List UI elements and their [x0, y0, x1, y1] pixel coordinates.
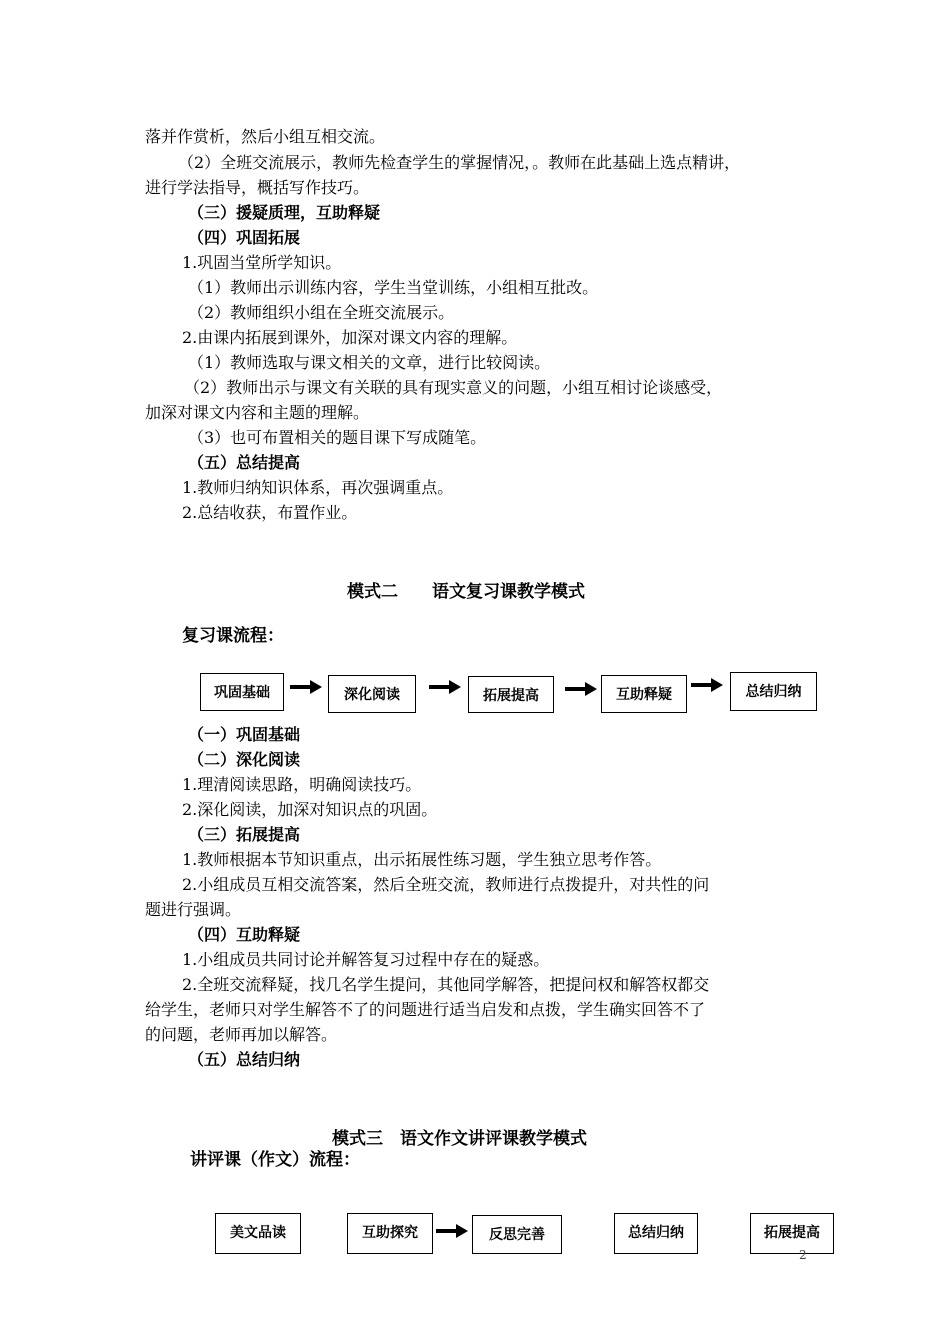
mode3-flow-box: 美文品读 — [215, 1213, 301, 1254]
arrow-right-icon — [565, 682, 597, 696]
paragraph-line: 加深对课文内容和主题的理解。 — [145, 403, 370, 422]
paragraph-line: 落并作赏析，然后小组互相交流。 — [145, 127, 386, 146]
paragraph-line: 1.教师根据本节知识重点，出示拓展性练习题，学生独立思考作答。 — [182, 850, 662, 869]
paragraph-line: （1）教师出示训练内容，学生当堂训练，小组相互批改。 — [188, 278, 599, 297]
section-heading: （四）互助释疑 — [188, 925, 301, 944]
section-heading: （二）深化阅读 — [188, 750, 301, 769]
mode3-flow-box: 互助探究 — [347, 1213, 433, 1254]
mode2-flow-box: 拓展提高 — [468, 676, 554, 713]
section-heading: （一）巩固基础 — [188, 725, 301, 744]
arrow-right-icon — [429, 680, 461, 694]
section-heading: （三）拓展提高 — [188, 825, 301, 844]
paragraph-line: （2）教师出示与课文有关联的具有现实意义的问题，小组互相讨论谈感受， — [184, 378, 723, 397]
mode2-title: 模式二 语文复习课教学模式 — [347, 582, 585, 602]
mode3-title: 模式三 语文作文讲评课教学模式 — [332, 1129, 587, 1149]
mode3-flow-label: 讲评课（作文）流程： — [190, 1150, 360, 1170]
page-number: 2 — [799, 1248, 807, 1262]
paragraph-line: 2.由课内拓展到课外，加深对课文内容的理解。 — [182, 328, 518, 347]
mode2-flow-box: 总结归纳 — [730, 672, 817, 711]
paragraph-line: 1.教师归纳知识体系，再次强调重点。 — [182, 478, 454, 497]
mode3-flow-box: 拓展提高 — [750, 1213, 834, 1254]
arrow-right-icon — [290, 680, 322, 694]
paragraph-line: 给学生，老师只对学生解答不了的问题进行适当启发和点拨，学生确实回答不了 — [145, 1000, 706, 1019]
mode2-flow-box: 深化阅读 — [328, 675, 416, 713]
section-heading: （五）总结提高 — [188, 453, 301, 472]
paragraph-line: 2.小组成员互相交流答案，然后全班交流，教师进行点拨提升，对共性的问 — [182, 875, 710, 894]
paragraph-line: （2）教师组织小组在全班交流展示。 — [188, 303, 455, 322]
paragraph-line: 2.全班交流释疑，找几名学生提问，其他同学解答，把提问权和解答权都交 — [182, 975, 710, 994]
mode3-flow-box: 反思完善 — [472, 1215, 562, 1254]
paragraph-line: 1.理清阅读思路，明确阅读技巧。 — [182, 775, 422, 794]
paragraph-line: （2）全班交流展示，教师先检查学生的掌握情况，。教师在此基础上选点精讲， — [178, 153, 741, 172]
section-heading: （五）总结归纳 — [188, 1050, 301, 1069]
paragraph-line: 题进行强调。 — [145, 900, 242, 919]
paragraph-line: 的问题，老师再加以解答。 — [145, 1025, 338, 1044]
mode3-flow-box: 总结归纳 — [614, 1213, 698, 1254]
paragraph-line: （3）也可布置相关的题目课下写成随笔。 — [188, 428, 487, 447]
paragraph-line: 2.总结收获，布置作业。 — [182, 503, 358, 522]
paragraph-line: 1.小组成员共同讨论并解答复习过程中存在的疑惑。 — [182, 950, 550, 969]
arrow-right-icon — [691, 678, 723, 692]
mode2-flow-box: 巩固基础 — [200, 673, 284, 711]
paragraph-line: 1.巩固当堂所学知识。 — [182, 253, 342, 272]
mode2-flow-label: 复习课流程： — [182, 626, 284, 646]
section-heading: （四）巩固拓展 — [188, 228, 301, 247]
paragraph-line: 2.深化阅读，加深对知识点的巩固。 — [182, 800, 438, 819]
mode2-flow-box: 互助释疑 — [601, 675, 687, 713]
section-heading: （三）援疑质理，互助释疑 — [188, 203, 381, 222]
paragraph-line: （1）教师选取与课文相关的文章，进行比较阅读。 — [188, 353, 551, 372]
arrow-right-icon — [436, 1224, 468, 1238]
paragraph-line: 进行学法指导，概括写作技巧。 — [145, 178, 370, 197]
